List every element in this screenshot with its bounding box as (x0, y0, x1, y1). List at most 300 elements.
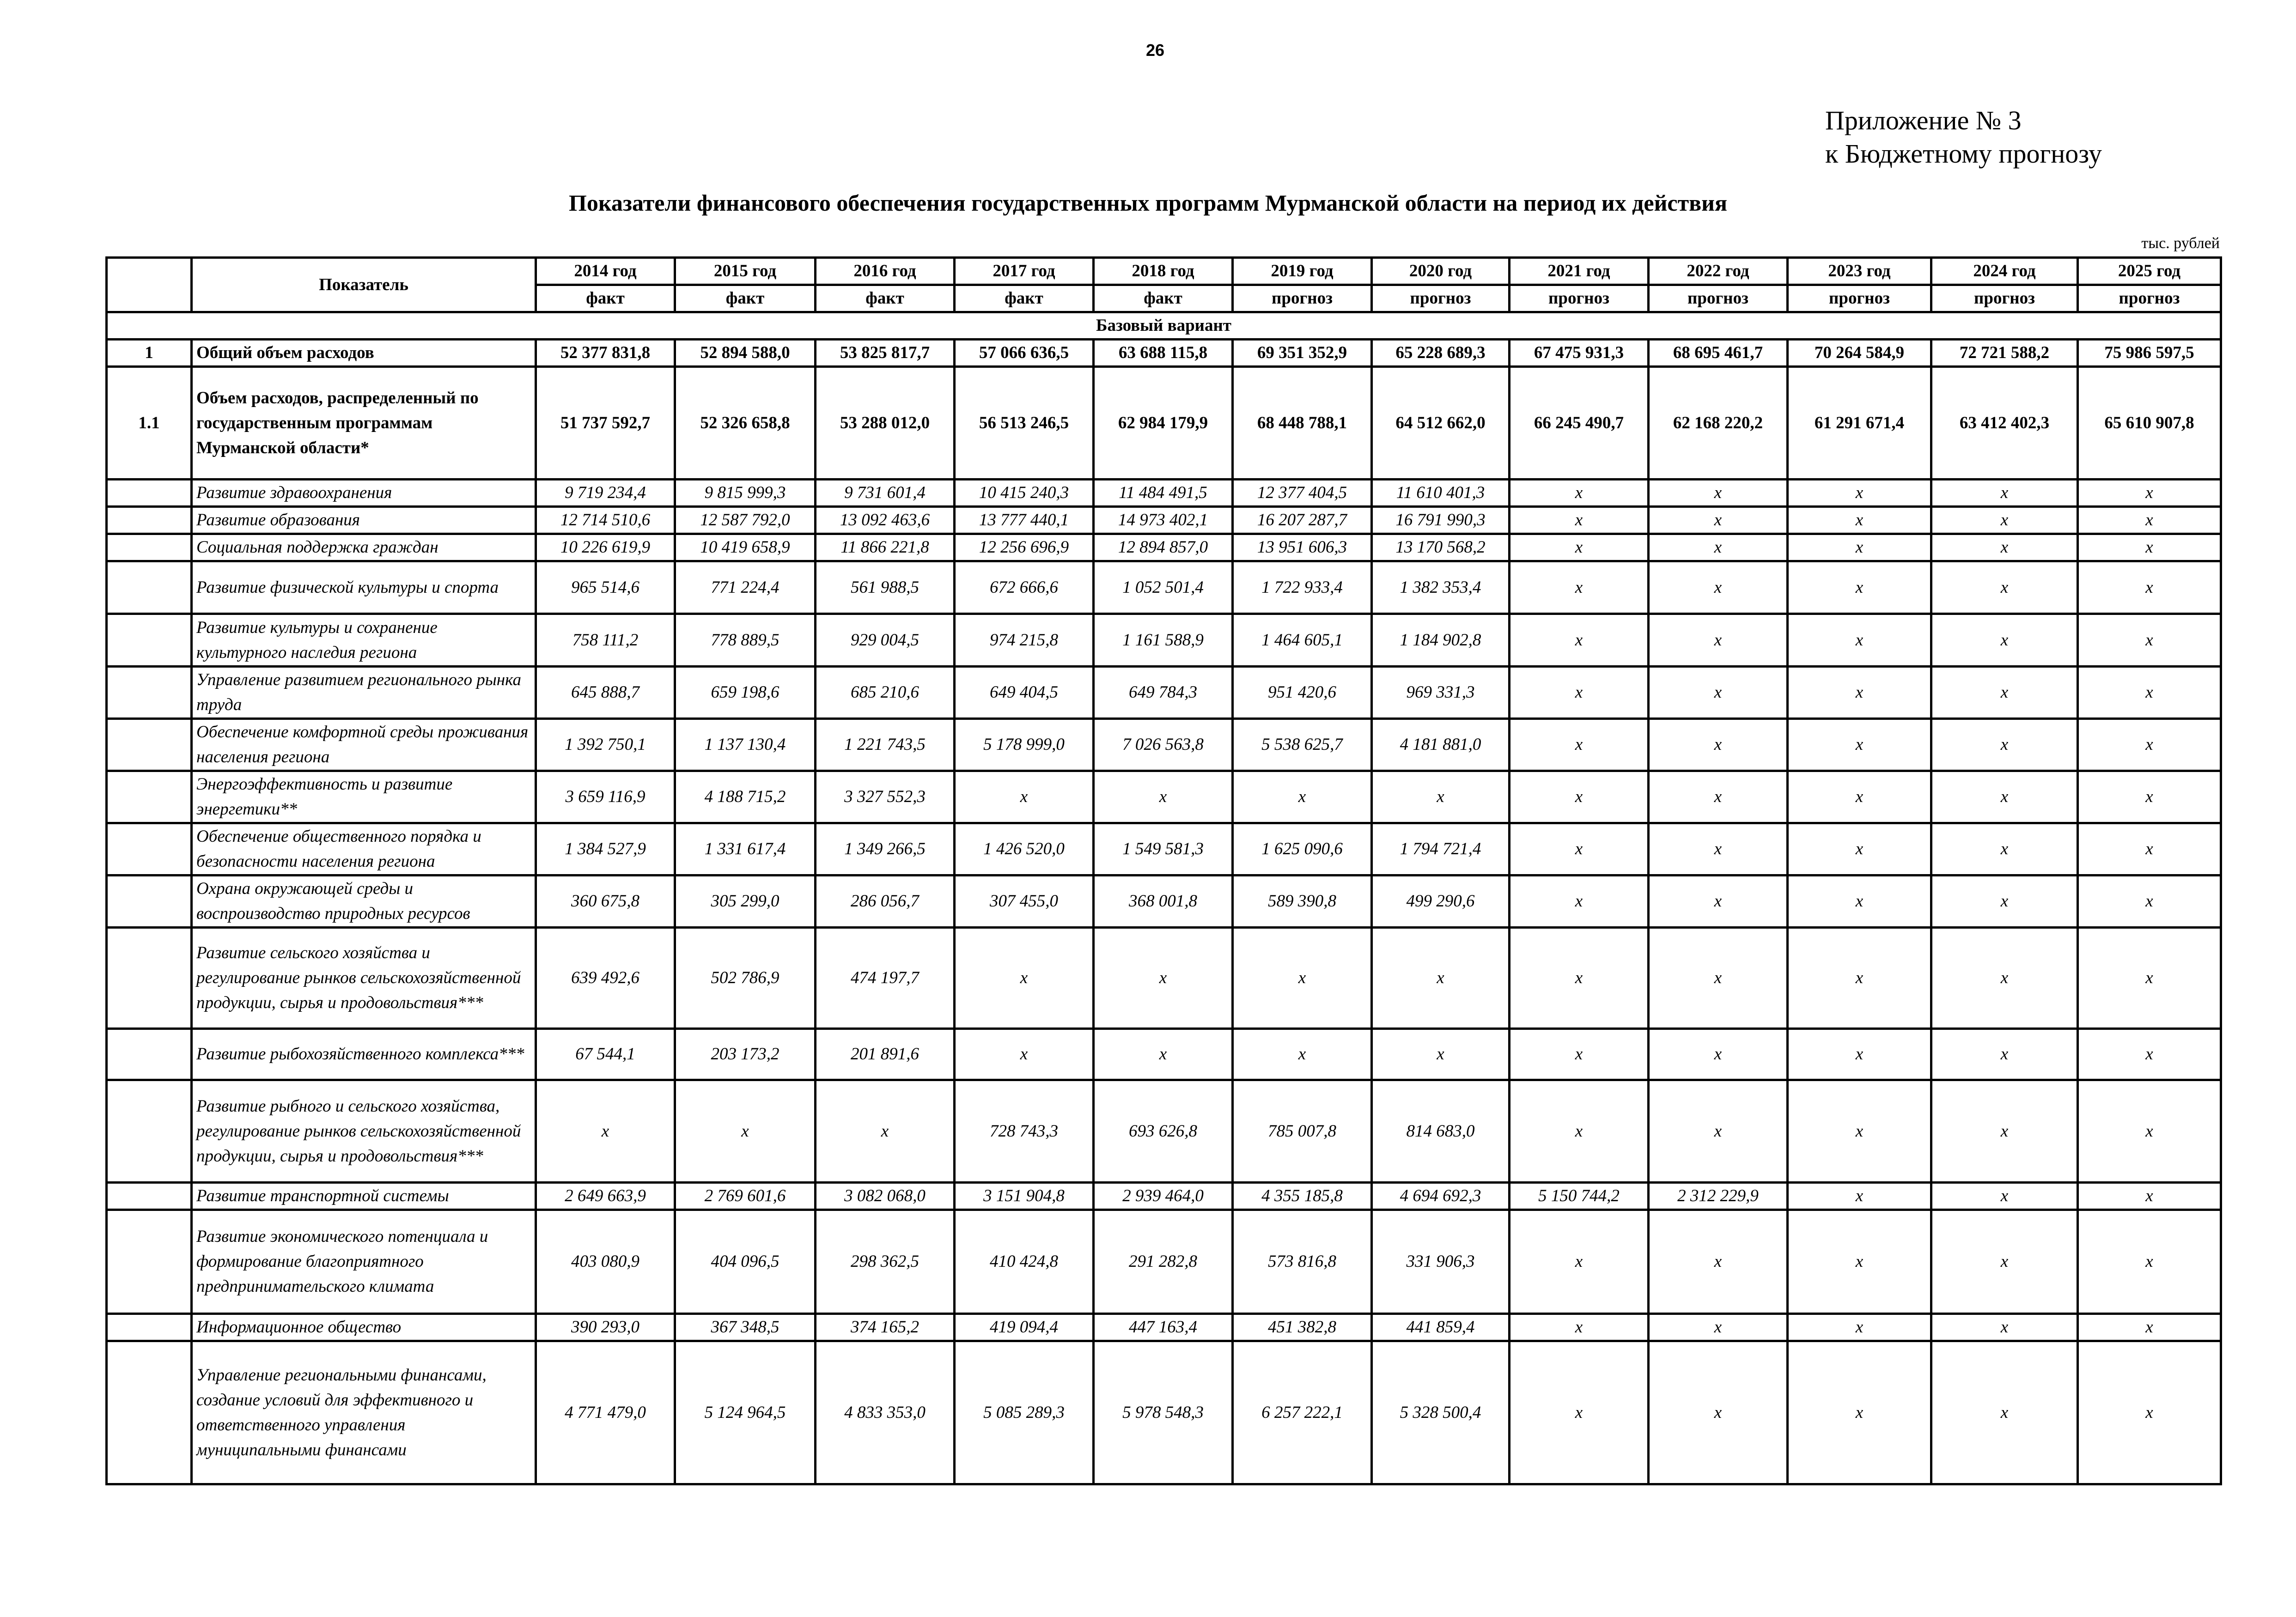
value-cell: x (1788, 1314, 1931, 1341)
table-row (107, 480, 2221, 507)
value-cell: x (1510, 534, 1649, 561)
table-row (107, 1314, 2221, 1341)
value-cell: 3 327 552,3 (816, 771, 955, 823)
row-indicator-name: Развитие сельского хозяйства и регулирование рынков сельскохозяйственной продукции, сырья и продовольствия*** (192, 928, 536, 1029)
value-cell: 9 731 601,4 (816, 480, 955, 507)
row-number (107, 1314, 192, 1341)
value-cell: x (1649, 534, 1788, 561)
value-cell: x (1931, 1080, 2078, 1183)
value-cell: 5 085 289,3 (955, 1341, 1094, 1484)
value-cell: 10 419 658,9 (675, 534, 816, 561)
row-indicator-name: Развитие образования (192, 507, 536, 534)
value-cell: x (1510, 1314, 1649, 1341)
row-number (107, 771, 192, 823)
header-year: 2023 год (1788, 258, 1931, 285)
value-cell: 2 939 464,0 (1094, 1183, 1233, 1210)
header-type: прогноз (1649, 285, 1788, 312)
variant-row (107, 312, 2221, 340)
value-cell: 1 331 617,4 (675, 823, 816, 875)
value-cell: x (2078, 614, 2221, 667)
value-cell: 52 377 831,8 (536, 340, 675, 367)
value-cell: 70 264 584,9 (1788, 340, 1931, 367)
table-row (107, 507, 2221, 534)
value-cell: x (1788, 771, 1931, 823)
value-cell: x (1931, 561, 2078, 614)
table-row (107, 667, 2221, 719)
row-number (107, 823, 192, 875)
page-number: 26 (1146, 41, 1165, 60)
value-cell: 2 312 229,9 (1649, 1183, 1788, 1210)
value-cell: x (1094, 1029, 1233, 1080)
value-cell: 11 484 491,5 (1094, 480, 1233, 507)
value-cell: x (1788, 1341, 1931, 1484)
value-cell: 969 331,3 (1372, 667, 1510, 719)
value-cell: 75 986 597,5 (2078, 340, 2221, 367)
value-cell: 13 092 463,6 (816, 507, 955, 534)
value-cell: x (1372, 1029, 1510, 1080)
value-cell: 12 587 792,0 (675, 507, 816, 534)
header-type: прогноз (1372, 285, 1510, 312)
row-indicator-name: Развитие рыбного и сельского хозяйства, регулирование рынков сельскохозяйственной продукции, сырья и продовольствия*** (192, 1080, 536, 1183)
value-cell: 974 215,8 (955, 614, 1094, 667)
value-cell: 5 150 744,2 (1510, 1183, 1649, 1210)
value-cell: 1 426 520,0 (955, 823, 1094, 875)
value-cell: x (2078, 928, 2221, 1029)
value-cell: 64 512 662,0 (1372, 367, 1510, 480)
value-cell: x (1510, 928, 1649, 1029)
appendix-line-2: к Бюджетному прогнозу (1825, 139, 2102, 169)
value-cell: x (1649, 507, 1788, 534)
value-cell: x (2078, 875, 2221, 928)
value-cell: x (1649, 1314, 1788, 1341)
value-cell: 1 184 902,8 (1372, 614, 1510, 667)
table-row (107, 614, 2221, 667)
value-cell: 52 326 658,8 (675, 367, 816, 480)
value-cell: x (1649, 1029, 1788, 1080)
value-cell: 367 348,5 (675, 1314, 816, 1341)
value-cell: x (2078, 771, 2221, 823)
value-cell: x (1649, 480, 1788, 507)
row-indicator-name: Общий объем расходов (192, 340, 536, 367)
value-cell: 374 165,2 (816, 1314, 955, 1341)
value-cell: x (1788, 1080, 1931, 1183)
value-cell: x (1788, 928, 1931, 1029)
value-cell: 65 610 907,8 (2078, 367, 2221, 480)
value-cell: x (1510, 1029, 1649, 1080)
value-cell: 1 625 090,6 (1233, 823, 1372, 875)
value-cell: 403 080,9 (536, 1210, 675, 1314)
value-cell: 7 026 563,8 (1094, 719, 1233, 771)
table-row (107, 340, 2221, 367)
value-cell: x (1510, 561, 1649, 614)
value-cell: 67 475 931,3 (1510, 340, 1649, 367)
value-cell: 502 786,9 (675, 928, 816, 1029)
value-cell: x (1788, 561, 1931, 614)
value-cell: 649 404,5 (955, 667, 1094, 719)
value-cell: 4 188 715,2 (675, 771, 816, 823)
value-cell: 11 610 401,3 (1372, 480, 1510, 507)
row-indicator-name: Развитие культуры и сохранение культурного наследия региона (192, 614, 536, 667)
table-row (107, 719, 2221, 771)
value-cell: 63 412 402,3 (1931, 367, 2078, 480)
value-cell: x (1094, 771, 1233, 823)
value-cell: x (1649, 561, 1788, 614)
value-cell: x (1788, 614, 1931, 667)
value-cell: 10 415 240,3 (955, 480, 1094, 507)
value-cell: x (1233, 1029, 1372, 1080)
header-type: факт (536, 285, 675, 312)
value-cell: x (2078, 1314, 2221, 1341)
table-row (107, 367, 2221, 480)
value-cell: 4 355 185,8 (1233, 1183, 1372, 1210)
value-cell: 1 464 605,1 (1233, 614, 1372, 667)
header-type: факт (816, 285, 955, 312)
value-cell: 1 221 743,5 (816, 719, 955, 771)
value-cell: x (1649, 823, 1788, 875)
row-number (107, 561, 192, 614)
row-number (107, 928, 192, 1029)
table-row (107, 1183, 2221, 1210)
value-cell: 9 815 999,3 (675, 480, 816, 507)
header-year: 2015 год (675, 258, 816, 285)
value-cell: 5 538 625,7 (1233, 719, 1372, 771)
value-cell: 728 743,3 (955, 1080, 1094, 1183)
table-row (107, 1029, 2221, 1080)
row-indicator-name: Объем расходов, распределенный по государственным программам Мурманской области* (192, 367, 536, 480)
value-cell: 53 288 012,0 (816, 367, 955, 480)
value-cell: x (1931, 614, 2078, 667)
value-cell: 561 988,5 (816, 561, 955, 614)
value-cell: x (2078, 507, 2221, 534)
row-number: 1 (107, 340, 192, 367)
table-row (107, 1080, 2221, 1183)
value-cell: 758 111,2 (536, 614, 675, 667)
value-cell: 4 833 353,0 (816, 1341, 955, 1484)
value-cell: 419 094,4 (955, 1314, 1094, 1341)
row-indicator-name: Энергоэффективность и развитие энергетики** (192, 771, 536, 823)
header-type: прогноз (2078, 285, 2221, 312)
value-cell: x (2078, 719, 2221, 771)
value-cell: x (1931, 875, 2078, 928)
value-cell: x (2078, 823, 2221, 875)
value-cell: 2 769 601,6 (675, 1183, 816, 1210)
value-cell: 1 161 588,9 (1094, 614, 1233, 667)
value-cell: x (1788, 480, 1931, 507)
value-cell: 441 859,4 (1372, 1314, 1510, 1341)
value-cell: x (1649, 1210, 1788, 1314)
value-cell: 390 293,0 (536, 1314, 675, 1341)
value-cell: 4 771 479,0 (536, 1341, 675, 1484)
value-cell: x (1788, 823, 1931, 875)
row-indicator-name: Развитие экономического потенциала и формирование благоприятного предпринимательского климата (192, 1210, 536, 1314)
row-number (107, 534, 192, 561)
value-cell: 1 392 750,1 (536, 719, 675, 771)
row-indicator-name: Развитие рыбохозяйственного комплекса*** (192, 1029, 536, 1080)
row-number (107, 1341, 192, 1484)
value-cell: x (1931, 719, 2078, 771)
value-cell: 5 178 999,0 (955, 719, 1094, 771)
value-cell: 785 007,8 (1233, 1080, 1372, 1183)
header-number (107, 258, 192, 312)
value-cell: 68 448 788,1 (1233, 367, 1372, 480)
value-cell: 12 714 510,6 (536, 507, 675, 534)
value-cell: 201 891,6 (816, 1029, 955, 1080)
row-indicator-name: Охрана окружающей среды и воспроизводство природных ресурсов (192, 875, 536, 928)
value-cell: 13 951 606,3 (1233, 534, 1372, 561)
row-number (107, 614, 192, 667)
value-cell: x (536, 1080, 675, 1183)
value-cell: 1 794 721,4 (1372, 823, 1510, 875)
value-cell: 685 210,6 (816, 667, 955, 719)
header-year: 2025 год (2078, 258, 2221, 285)
value-cell: 4 181 881,0 (1372, 719, 1510, 771)
value-cell: 672 666,6 (955, 561, 1094, 614)
value-cell: x (816, 1080, 955, 1183)
value-cell: x (1931, 1029, 2078, 1080)
value-cell: x (2078, 1210, 2221, 1314)
value-cell: 66 245 490,7 (1510, 367, 1649, 480)
value-cell: 2 649 663,9 (536, 1183, 675, 1210)
row-indicator-name: Управление региональными финансами, создание условий для эффективного и ответственного управления муниципальными финансами (192, 1341, 536, 1484)
value-cell: x (1788, 719, 1931, 771)
value-cell: 645 888,7 (536, 667, 675, 719)
value-cell: x (1094, 928, 1233, 1029)
value-cell: x (1233, 928, 1372, 1029)
value-cell: x (1788, 1210, 1931, 1314)
value-cell: 649 784,3 (1094, 667, 1233, 719)
value-cell: x (1931, 823, 2078, 875)
value-cell: x (2078, 1080, 2221, 1183)
value-cell: 447 163,4 (1094, 1314, 1233, 1341)
header-type: прогноз (1788, 285, 1931, 312)
value-cell: 1 722 933,4 (1233, 561, 1372, 614)
header-type: факт (955, 285, 1094, 312)
row-indicator-name: Управление развитием регионального рынка труда (192, 667, 536, 719)
value-cell: x (1788, 667, 1931, 719)
row-number: 1.1 (107, 367, 192, 480)
value-cell: 16 791 990,3 (1372, 507, 1510, 534)
row-number (107, 1080, 192, 1183)
appendix-line-1: Приложение № 3 (1825, 105, 2022, 135)
value-cell: x (1931, 928, 2078, 1029)
value-cell: 778 889,5 (675, 614, 816, 667)
value-cell: 814 683,0 (1372, 1080, 1510, 1183)
value-cell: x (1788, 534, 1931, 561)
value-cell: x (1931, 1183, 2078, 1210)
value-cell: x (2078, 534, 2221, 561)
table-row (107, 771, 2221, 823)
value-cell: 659 198,6 (675, 667, 816, 719)
row-indicator-name: Развитие физической культуры и спорта (192, 561, 536, 614)
table-row (107, 875, 2221, 928)
value-cell: x (2078, 480, 2221, 507)
value-cell: x (1788, 1029, 1931, 1080)
table-row (107, 1341, 2221, 1484)
value-cell: 573 816,8 (1233, 1210, 1372, 1314)
value-cell: x (955, 1029, 1094, 1080)
value-cell: x (1649, 875, 1788, 928)
value-cell: x (1649, 719, 1788, 771)
row-number (107, 1029, 192, 1080)
value-cell: 13 170 568,2 (1372, 534, 1510, 561)
value-cell: 307 455,0 (955, 875, 1094, 928)
value-cell: 67 544,1 (536, 1029, 675, 1080)
value-cell: 10 226 619,9 (536, 534, 675, 561)
row-indicator-name: Социальная поддержка граждан (192, 534, 536, 561)
value-cell: x (1510, 507, 1649, 534)
value-cell: 3 151 904,8 (955, 1183, 1094, 1210)
variant-label: Базовый вариант (107, 312, 2221, 340)
row-number (107, 667, 192, 719)
value-cell: 1 384 527,9 (536, 823, 675, 875)
value-cell: 9 719 234,4 (536, 480, 675, 507)
table-row (107, 928, 2221, 1029)
value-cell: 305 299,0 (675, 875, 816, 928)
value-cell: 72 721 588,2 (1931, 340, 2078, 367)
row-number (107, 875, 192, 928)
value-cell: x (1510, 771, 1649, 823)
value-cell: 360 675,8 (536, 875, 675, 928)
value-cell: 56 513 246,5 (955, 367, 1094, 480)
value-cell: 291 282,8 (1094, 1210, 1233, 1314)
value-cell: x (955, 771, 1094, 823)
value-cell: 68 695 461,7 (1649, 340, 1788, 367)
header-year: 2019 год (1233, 258, 1372, 285)
value-cell: 286 056,7 (816, 875, 955, 928)
value-cell: x (1510, 1210, 1649, 1314)
value-cell: 12 256 696,9 (955, 534, 1094, 561)
value-cell: 52 894 588,0 (675, 340, 816, 367)
header-year: 2017 год (955, 258, 1094, 285)
table-row (107, 561, 2221, 614)
row-number (107, 480, 192, 507)
units-label: тыс. рублей (2141, 235, 2220, 252)
value-cell: x (2078, 1029, 2221, 1080)
value-cell: x (1510, 875, 1649, 928)
row-indicator-name: Развитие здравоохранения (192, 480, 536, 507)
value-cell: 5 124 964,5 (675, 1341, 816, 1484)
value-cell: 69 351 352,9 (1233, 340, 1372, 367)
header-year: 2016 год (816, 258, 955, 285)
row-indicator-name: Развитие транспортной системы (192, 1183, 536, 1210)
value-cell: 1 382 353,4 (1372, 561, 1510, 614)
value-cell: 410 424,8 (955, 1210, 1094, 1314)
value-cell: x (1649, 667, 1788, 719)
value-cell: 12 894 857,0 (1094, 534, 1233, 561)
value-cell: x (1510, 667, 1649, 719)
value-cell: x (1931, 1210, 2078, 1314)
value-cell: x (1649, 1080, 1788, 1183)
value-cell: x (1931, 1341, 2078, 1484)
value-cell: x (2078, 1341, 2221, 1484)
row-number (107, 507, 192, 534)
header-year: 2022 год (1649, 258, 1788, 285)
value-cell: 4 694 692,3 (1372, 1183, 1510, 1210)
value-cell: 693 626,8 (1094, 1080, 1233, 1183)
value-cell: x (675, 1080, 816, 1183)
value-cell: 14 973 402,1 (1094, 507, 1233, 534)
value-cell: x (1788, 1183, 1931, 1210)
value-cell: 62 168 220,2 (1649, 367, 1788, 480)
value-cell: x (1510, 719, 1649, 771)
table-row (107, 534, 2221, 561)
value-cell: x (1931, 667, 2078, 719)
value-cell: 771 224,4 (675, 561, 816, 614)
value-cell: x (1931, 1314, 2078, 1341)
value-cell: 63 688 115,8 (1094, 340, 1233, 367)
table-row (107, 1210, 2221, 1314)
value-cell: x (1931, 534, 2078, 561)
header-year: 2020 год (1372, 258, 1510, 285)
value-cell: x (1649, 1341, 1788, 1484)
value-cell: 16 207 287,7 (1233, 507, 1372, 534)
value-cell: 951 420,6 (1233, 667, 1372, 719)
value-cell: 1 052 501,4 (1094, 561, 1233, 614)
value-cell: x (1510, 1080, 1649, 1183)
row-indicator-name: Обеспечение комфортной среды проживания населения региона (192, 719, 536, 771)
value-cell: 13 777 440,1 (955, 507, 1094, 534)
value-cell: 51 737 592,7 (536, 367, 675, 480)
header-type: факт (1094, 285, 1233, 312)
value-cell: 404 096,5 (675, 1210, 816, 1314)
value-cell: 639 492,6 (536, 928, 675, 1029)
value-cell: 368 001,8 (1094, 875, 1233, 928)
value-cell: 11 866 221,8 (816, 534, 955, 561)
appendix-note (1825, 104, 2102, 170)
header-year: 2018 год (1094, 258, 1233, 285)
header-year: 2021 год (1510, 258, 1649, 285)
value-cell: 929 004,5 (816, 614, 955, 667)
value-cell: x (2078, 667, 2221, 719)
value-cell: x (1649, 771, 1788, 823)
value-cell: x (2078, 1183, 2221, 1210)
header-type: прогноз (1233, 285, 1372, 312)
table-row (107, 823, 2221, 875)
value-cell: 499 290,6 (1372, 875, 1510, 928)
value-cell: x (1649, 928, 1788, 1029)
row-number (107, 719, 192, 771)
header-row-years (107, 258, 2221, 285)
header-year: 2024 год (1931, 258, 2078, 285)
financing-table (105, 256, 2222, 1485)
value-cell: x (1372, 771, 1510, 823)
value-cell: 331 906,3 (1372, 1210, 1510, 1314)
value-cell: 3 659 116,9 (536, 771, 675, 823)
value-cell: x (1931, 480, 2078, 507)
value-cell: 62 984 179,9 (1094, 367, 1233, 480)
value-cell: 6 257 222,1 (1233, 1341, 1372, 1484)
value-cell: 5 978 548,3 (1094, 1341, 1233, 1484)
value-cell: 203 173,2 (675, 1029, 816, 1080)
value-cell: x (1931, 771, 2078, 823)
value-cell: x (1372, 928, 1510, 1029)
value-cell: 1 549 581,3 (1094, 823, 1233, 875)
value-cell: x (1233, 771, 1372, 823)
value-cell: 965 514,6 (536, 561, 675, 614)
value-cell: x (1649, 614, 1788, 667)
value-cell: x (1510, 614, 1649, 667)
value-cell: 53 825 817,7 (816, 340, 955, 367)
row-number (107, 1210, 192, 1314)
value-cell: 12 377 404,5 (1233, 480, 1372, 507)
value-cell: 451 382,8 (1233, 1314, 1372, 1341)
value-cell: 1 137 130,4 (675, 719, 816, 771)
value-cell: 61 291 671,4 (1788, 367, 1931, 480)
row-indicator-name: Обеспечение общественного порядка и безопасности населения региона (192, 823, 536, 875)
value-cell: x (1510, 1341, 1649, 1484)
value-cell: 5 328 500,4 (1372, 1341, 1510, 1484)
header-indicator: Показатель (192, 258, 536, 312)
